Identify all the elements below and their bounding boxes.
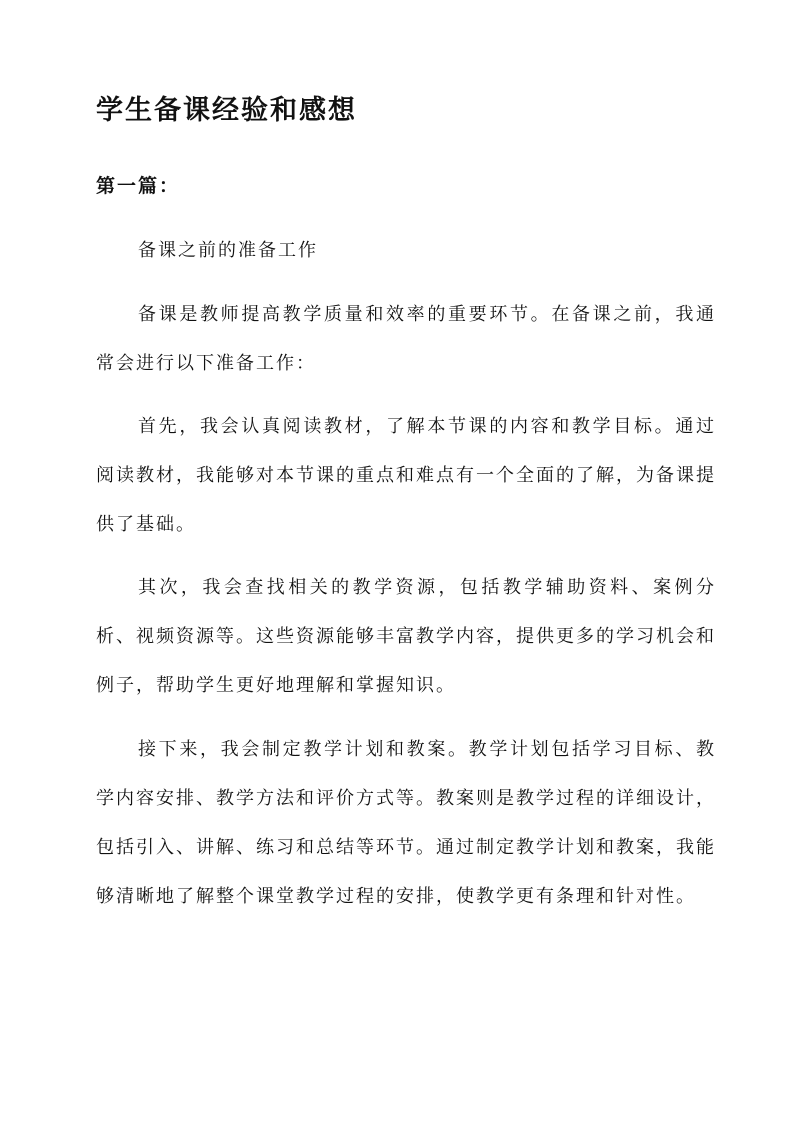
paragraph: 接下来，我会制定教学计划和教案。教学计划包括学习目标、教学内容安排、教学方法和评价方式等。教案则是教学过程的详细设计，包括引入、讲解、练习和总结等环节。通过制定教学计划和教案，我能够清晰地了解整个课堂教学过程的安排，使教学更有条理和针对性。 <box>96 739 716 907</box>
paragraph: 备课是教师提高教学质量和效率的重要环节。在备课之前，我通常会进行以下准备工作： <box>96 304 716 374</box>
section-heading: 第一篇： <box>96 175 181 197</box>
paragraph: 其次，我会查找相关的教学资源，包括教学辅助资料、案例分析、视频资源等。这些资源能够丰富教学内容，提供更多的学习机会和例子，帮助学生更好地理解和掌握知识。 <box>96 577 716 696</box>
sub-heading: 备课之前的准备工作 <box>138 240 318 261</box>
document-title: 学生备课经验和感想 <box>96 95 357 126</box>
paragraph: 首先，我会认真阅读教材，了解本节课的内容和教学目标。通过阅读教材，我能够对本节课的重点和难点有一个全面的了解，为备课提供了基础。 <box>96 416 716 535</box>
